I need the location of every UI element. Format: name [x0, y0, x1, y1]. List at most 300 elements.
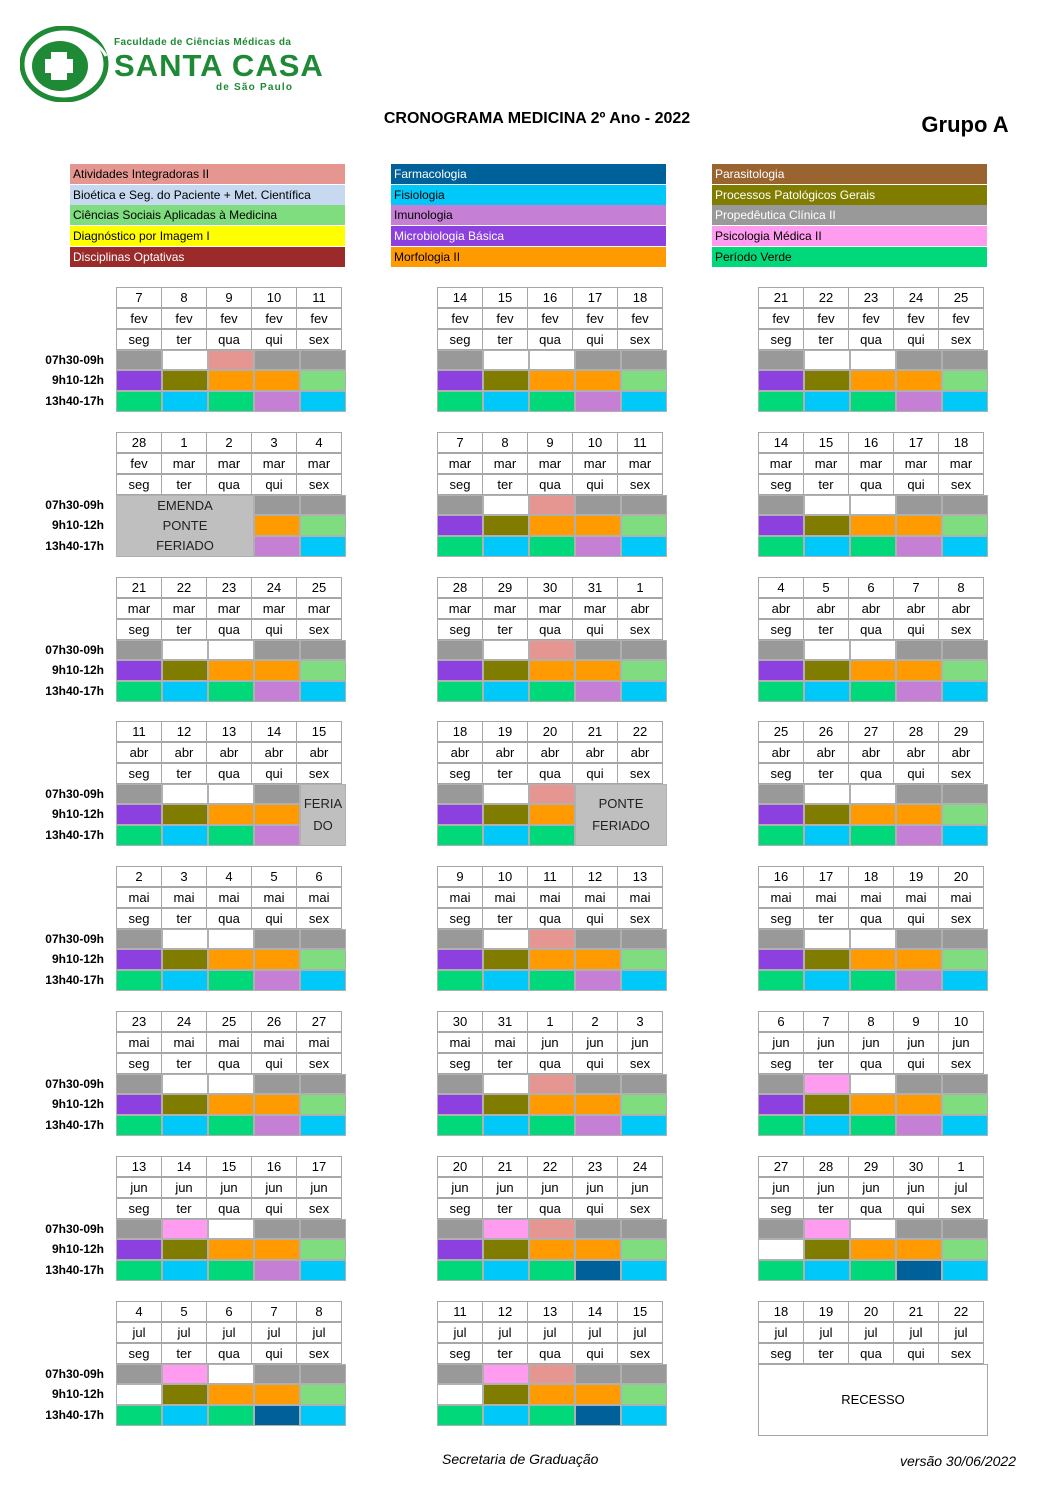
week-header-row: [116, 1012, 346, 1033]
schedule-slot: [804, 1219, 850, 1239]
month-cell: fev: [758, 308, 804, 329]
month-cell: jun: [161, 1177, 207, 1198]
holiday-label: PONTE: [162, 518, 208, 533]
schedule-slot: [254, 391, 300, 412]
schedule-slot: [437, 515, 483, 536]
week-block: [758, 1157, 988, 1220]
schedule-slot: [208, 1364, 254, 1384]
month-cell: jun: [527, 1177, 573, 1198]
schedule-slot: [758, 681, 804, 702]
month-cell: mar: [296, 453, 342, 474]
weekday-cell: ter: [803, 474, 849, 495]
weekday-cell: qui: [893, 1053, 939, 1074]
schedule-slot: [621, 929, 667, 949]
day-number-cell: 9: [527, 432, 573, 453]
weekday-cell: seg: [437, 619, 483, 640]
weekday-cell: sex: [938, 1053, 984, 1074]
day-number-cell: 28: [116, 432, 162, 453]
month-cell: jun: [893, 1177, 939, 1198]
schedule-slot: [850, 1074, 896, 1094]
week-block: [437, 1157, 667, 1220]
month-cell: jul: [161, 1322, 207, 1343]
weekday-cell: qui: [251, 329, 297, 350]
schedule-slot: [300, 1219, 346, 1239]
schedule-slot: [529, 804, 575, 825]
month-cell: mar: [161, 453, 207, 474]
week-header-row: [116, 599, 346, 620]
day-number-cell: 7: [437, 432, 483, 453]
month-cell: jun: [758, 1177, 804, 1198]
legend-item: Bioética e Seg. do Paciente + Met. Científica: [70, 185, 345, 205]
month-cell: mar: [206, 598, 252, 619]
slot-grid: [437, 350, 667, 412]
month-cell: mai: [527, 887, 573, 908]
week-header-row: [437, 620, 667, 641]
schedule-slot: [621, 536, 667, 557]
month-cell: jul: [893, 1322, 939, 1343]
schedule-slot: [529, 970, 575, 991]
schedule-slot: [483, 1384, 529, 1405]
day-number-cell: 16: [758, 866, 804, 887]
day-number-cell: 27: [296, 1011, 342, 1032]
slot-grid: [116, 1364, 346, 1426]
schedule-slot: [942, 804, 988, 825]
month-cell: mai: [482, 887, 528, 908]
month-cell: jul: [116, 1322, 162, 1343]
time-slot-label: 07h30-09h: [45, 1222, 104, 1236]
day-number-cell: 12: [572, 866, 618, 887]
day-number-cell: 8: [161, 287, 207, 308]
day-number-cell: 21: [572, 721, 618, 742]
month-cell: mar: [296, 598, 342, 619]
weekday-cell: qui: [251, 763, 297, 784]
weekday-cell: qua: [848, 1053, 894, 1074]
slot-grid: [437, 495, 667, 557]
schedule-slot: [758, 970, 804, 991]
weekday-cell: seg: [116, 1198, 162, 1219]
month-cell: abr: [848, 742, 894, 763]
schedule-slot: [896, 929, 942, 949]
legend-item: Disciplinas Optativas: [70, 247, 345, 267]
weekday-cell: qui: [572, 1198, 618, 1219]
month-cell: jul: [296, 1322, 342, 1343]
schedule-slot: [483, 1260, 529, 1281]
schedule-slot: [483, 640, 529, 660]
week-header-row: [116, 888, 346, 909]
weekday-cell: qua: [527, 763, 573, 784]
day-number-cell: 17: [296, 1156, 342, 1177]
week-header-row: [116, 867, 346, 888]
schedule-slot: [896, 536, 942, 557]
month-cell: jun: [617, 1177, 663, 1198]
day-number-cell: 18: [437, 721, 483, 742]
month-cell: jun: [848, 1032, 894, 1053]
week-header-row: [116, 330, 346, 351]
weekday-cell: seg: [116, 908, 162, 929]
schedule-slot: [208, 1115, 254, 1136]
month-cell: jun: [938, 1032, 984, 1053]
schedule-slot: [758, 370, 804, 391]
schedule-slot: [621, 350, 667, 370]
week-block: [758, 433, 988, 496]
schedule-slot: [942, 1239, 988, 1260]
day-number-cell: 23: [206, 577, 252, 598]
legend-item: Microbiologia Básica: [391, 226, 666, 246]
weekday-cell: sex: [938, 329, 984, 350]
slot-grid: [437, 640, 667, 702]
weekday-cell: ter: [803, 908, 849, 929]
day-number-cell: 11: [437, 1301, 483, 1322]
schedule-slot: [208, 1239, 254, 1260]
schedule-slot: [162, 370, 208, 391]
slot-grid: [758, 1074, 988, 1136]
schedule-slot: [483, 391, 529, 412]
schedule-slot: [254, 681, 300, 702]
week-header-row: [437, 578, 667, 599]
schedule-slot: [116, 970, 162, 991]
week-header-row: [437, 454, 667, 475]
week-header-row: [437, 288, 667, 309]
month-cell: mar: [572, 453, 618, 474]
schedule-slot: [437, 1239, 483, 1260]
schedule-slot: [529, 640, 575, 660]
day-number-cell: 21: [893, 1301, 939, 1322]
day-number-cell: 15: [482, 287, 528, 308]
schedule-slot: [208, 1260, 254, 1281]
month-cell: jul: [938, 1322, 984, 1343]
day-number-cell: 29: [482, 577, 528, 598]
day-number-cell: 12: [482, 1301, 528, 1322]
schedule-slot: [208, 1094, 254, 1115]
legend-item: Ciências Sociais Aplicadas à Medicina: [70, 205, 345, 225]
month-cell: jun: [572, 1032, 618, 1053]
weekday-cell: qui: [893, 763, 939, 784]
weekday-cell: seg: [116, 1053, 162, 1074]
schedule-slot: [162, 350, 208, 370]
weekday-cell: qua: [206, 329, 252, 350]
schedule-slot: [300, 1115, 346, 1136]
month-cell: mai: [206, 887, 252, 908]
legend-item: Atividades Integradoras II: [70, 164, 345, 184]
logo-line2: SANTA CASA: [114, 48, 324, 83]
schedule-slot: [437, 784, 483, 804]
schedule-slot: [850, 1115, 896, 1136]
schedule-slot: [483, 515, 529, 536]
month-cell: mar: [803, 453, 849, 474]
holiday-label: RECESSO: [841, 1392, 905, 1407]
weekday-cell: sex: [617, 908, 663, 929]
day-number-cell: 18: [938, 432, 984, 453]
schedule-slot: [483, 1219, 529, 1239]
schedule-slot: [942, 536, 988, 557]
schedule-slot: [850, 929, 896, 949]
day-number-cell: 20: [527, 721, 573, 742]
day-number-cell: 2: [206, 432, 252, 453]
weekday-cell: qua: [848, 908, 894, 929]
week-header-row: [437, 1302, 667, 1323]
day-number-cell: 28: [803, 1156, 849, 1177]
schedule-slot: [300, 1074, 346, 1094]
day-number-cell: 20: [938, 866, 984, 887]
schedule-slot: [850, 495, 896, 515]
schedule-slot: [621, 1074, 667, 1094]
month-cell: fev: [803, 308, 849, 329]
schedule-slot: [896, 660, 942, 681]
schedule-slot: [621, 1115, 667, 1136]
week-header-row: [758, 743, 988, 764]
weekday-cell: ter: [803, 1198, 849, 1219]
schedule-slot: [208, 640, 254, 660]
schedule-slot: [529, 1260, 575, 1281]
schedule-slot: [254, 825, 300, 846]
schedule-slot: [896, 784, 942, 804]
schedule-slot: [116, 640, 162, 660]
day-number-cell: 17: [803, 866, 849, 887]
weekday-cell: qui: [251, 908, 297, 929]
weekday-cell: qui: [893, 1343, 939, 1364]
slot-grid: [758, 1364, 988, 1426]
weekday-cell: qua: [206, 474, 252, 495]
schedule-slot: [896, 1260, 942, 1281]
week-header-row: [116, 764, 346, 785]
slot-grid: [437, 1074, 667, 1136]
day-number-cell: 27: [758, 1156, 804, 1177]
weekday-cell: qui: [572, 1053, 618, 1074]
schedule-slot: [758, 536, 804, 557]
schedule-slot: [437, 929, 483, 949]
legend-item: Psicologia Médica II: [712, 226, 987, 246]
legend-item: Farmacologia: [391, 164, 666, 184]
month-cell: mai: [617, 887, 663, 908]
schedule-slot: [254, 970, 300, 991]
schedule-slot: [208, 1405, 254, 1426]
day-number-cell: 9: [437, 866, 483, 887]
month-cell: abr: [161, 742, 207, 763]
schedule-slot: [437, 660, 483, 681]
weekday-cell: ter: [482, 329, 528, 350]
day-number-cell: 31: [572, 577, 618, 598]
month-cell: mar: [251, 598, 297, 619]
schedule-slot: [942, 660, 988, 681]
month-cell: jul: [848, 1322, 894, 1343]
week-block: [116, 1012, 346, 1075]
month-cell: mar: [206, 453, 252, 474]
schedule-slot: [529, 1384, 575, 1405]
week-header-row: [758, 1012, 988, 1033]
week-header-row: [437, 1157, 667, 1178]
schedule-slot: [162, 929, 208, 949]
schedule-slot: [896, 495, 942, 515]
day-number-cell: 13: [617, 866, 663, 887]
weekday-cell: qua: [848, 1343, 894, 1364]
schedule-slot: [850, 370, 896, 391]
schedule-slot: [483, 660, 529, 681]
schedule-slot: [254, 1239, 300, 1260]
month-cell: mar: [572, 598, 618, 619]
legend-item: Diagnóstico por Imagem I: [70, 226, 345, 246]
schedule-slot: [208, 350, 254, 370]
week-block: [437, 288, 667, 351]
schedule-slot: [483, 495, 529, 515]
legend-item: Morfologia II: [391, 247, 666, 267]
schedule-slot: [300, 536, 346, 557]
day-number-cell: 22: [161, 577, 207, 598]
day-number-cell: 7: [116, 287, 162, 308]
month-cell: mai: [161, 887, 207, 908]
day-number-cell: 19: [482, 721, 528, 742]
weekday-cell: seg: [437, 474, 483, 495]
weekday-cell: sex: [938, 763, 984, 784]
schedule-slot: [758, 1094, 804, 1115]
day-number-cell: 1: [938, 1156, 984, 1177]
schedule-slot: [758, 784, 804, 804]
weekday-cell: qua: [527, 329, 573, 350]
day-number-cell: 18: [758, 1301, 804, 1322]
time-slot-label: 9h10-12h: [51, 1242, 104, 1256]
weekday-cell: seg: [437, 1198, 483, 1219]
schedule-slot: [483, 1405, 529, 1426]
schedule-slot: [575, 495, 621, 515]
weekday-cell: seg: [758, 763, 804, 784]
week-block: [437, 1302, 667, 1365]
schedule-slot: [529, 949, 575, 970]
month-cell: mar: [251, 453, 297, 474]
weekday-cell: seg: [437, 1053, 483, 1074]
weekday-cell: qui: [572, 763, 618, 784]
schedule-slot: [162, 949, 208, 970]
schedule-slot: [437, 370, 483, 391]
month-cell: fev: [116, 308, 162, 329]
schedule-slot: [483, 1074, 529, 1094]
month-cell: jun: [437, 1177, 483, 1198]
week-header-row: [758, 764, 988, 785]
schedule-slot: [162, 391, 208, 412]
legend-item: Imunologia: [391, 205, 666, 225]
schedule-slot: [850, 1219, 896, 1239]
weekday-cell: sex: [296, 1343, 342, 1364]
schedule-slot: [529, 1239, 575, 1260]
schedule-slot: [116, 1074, 162, 1094]
schedule-slot: [804, 929, 850, 949]
day-number-cell: 18: [617, 287, 663, 308]
weekday-cell: qua: [206, 763, 252, 784]
weekday-cell: sex: [617, 763, 663, 784]
time-slot-label: 9h10-12h: [51, 518, 104, 532]
month-cell: abr: [482, 742, 528, 763]
week-block: [437, 433, 667, 496]
day-number-cell: 20: [848, 1301, 894, 1322]
week-header-row: [758, 288, 988, 309]
day-number-cell: 25: [296, 577, 342, 598]
day-number-cell: 31: [482, 1011, 528, 1032]
schedule-slot: [758, 1219, 804, 1239]
schedule-slot: [575, 640, 621, 660]
day-number-cell: 3: [617, 1011, 663, 1032]
schedule-slot: [162, 1094, 208, 1115]
week-header-row: [758, 309, 988, 330]
schedule-slot: [300, 681, 346, 702]
schedule-slot: [942, 681, 988, 702]
month-cell: mai: [848, 887, 894, 908]
slot-grid: [116, 640, 346, 702]
weekday-cell: seg: [437, 763, 483, 784]
schedule-slot: [254, 1219, 300, 1239]
schedule-slot: [896, 370, 942, 391]
schedule-slot: [254, 660, 300, 681]
weekday-cell: qua: [206, 1198, 252, 1219]
holiday-block: [300, 784, 346, 846]
schedule-slot: [850, 949, 896, 970]
weekday-cell: qua: [848, 329, 894, 350]
week-header-row: [437, 1344, 667, 1365]
month-cell: jun: [251, 1177, 297, 1198]
schedule-slot: [896, 515, 942, 536]
day-number-cell: 26: [803, 721, 849, 742]
schedule-slot: [575, 1219, 621, 1239]
month-cell: jun: [206, 1177, 252, 1198]
month-cell: mai: [116, 1032, 162, 1053]
time-slot-label: 9h10-12h: [51, 807, 104, 821]
schedule-slot: [804, 1074, 850, 1094]
day-number-cell: 10: [938, 1011, 984, 1032]
schedule-slot: [483, 1239, 529, 1260]
week-block: [116, 578, 346, 641]
weekday-cell: qui: [893, 1198, 939, 1219]
schedule-slot: [621, 949, 667, 970]
month-cell: jun: [803, 1177, 849, 1198]
day-number-cell: 16: [251, 1156, 297, 1177]
schedule-slot: [942, 970, 988, 991]
day-number-cell: 7: [893, 577, 939, 598]
week-header-row: [758, 1302, 988, 1323]
schedule-slot: [575, 391, 621, 412]
weekday-cell: qui: [572, 1343, 618, 1364]
week-header-row: [758, 722, 988, 743]
week-header-row: [437, 1199, 667, 1220]
day-number-cell: 11: [116, 721, 162, 742]
schedule-slot: [208, 825, 254, 846]
month-cell: jul: [251, 1322, 297, 1343]
schedule-slot: [804, 825, 850, 846]
schedule-slot: [529, 391, 575, 412]
weekday-cell: sex: [617, 1343, 663, 1364]
weekday-cell: qui: [893, 474, 939, 495]
schedule-slot: [575, 1074, 621, 1094]
month-cell: fev: [527, 308, 573, 329]
schedule-slot: [162, 784, 208, 804]
schedule-slot: [621, 1094, 667, 1115]
schedule-slot: [804, 536, 850, 557]
schedule-slot: [804, 391, 850, 412]
schedule-slot: [437, 391, 483, 412]
schedule-slot: [804, 784, 850, 804]
day-number-cell: 28: [437, 577, 483, 598]
day-number-cell: 24: [161, 1011, 207, 1032]
weekday-cell: ter: [161, 329, 207, 350]
schedule-slot: [942, 784, 988, 804]
week-block: [437, 1012, 667, 1075]
schedule-slot: [621, 660, 667, 681]
week-header-row: [758, 1054, 988, 1075]
weekday-cell: qua: [527, 908, 573, 929]
day-number-cell: 15: [803, 432, 849, 453]
month-cell: mai: [572, 887, 618, 908]
month-cell: abr: [617, 742, 663, 763]
schedule-slot: [758, 929, 804, 949]
schedule-slot: [162, 640, 208, 660]
schedule-slot: [804, 949, 850, 970]
schedule-slot: [942, 825, 988, 846]
